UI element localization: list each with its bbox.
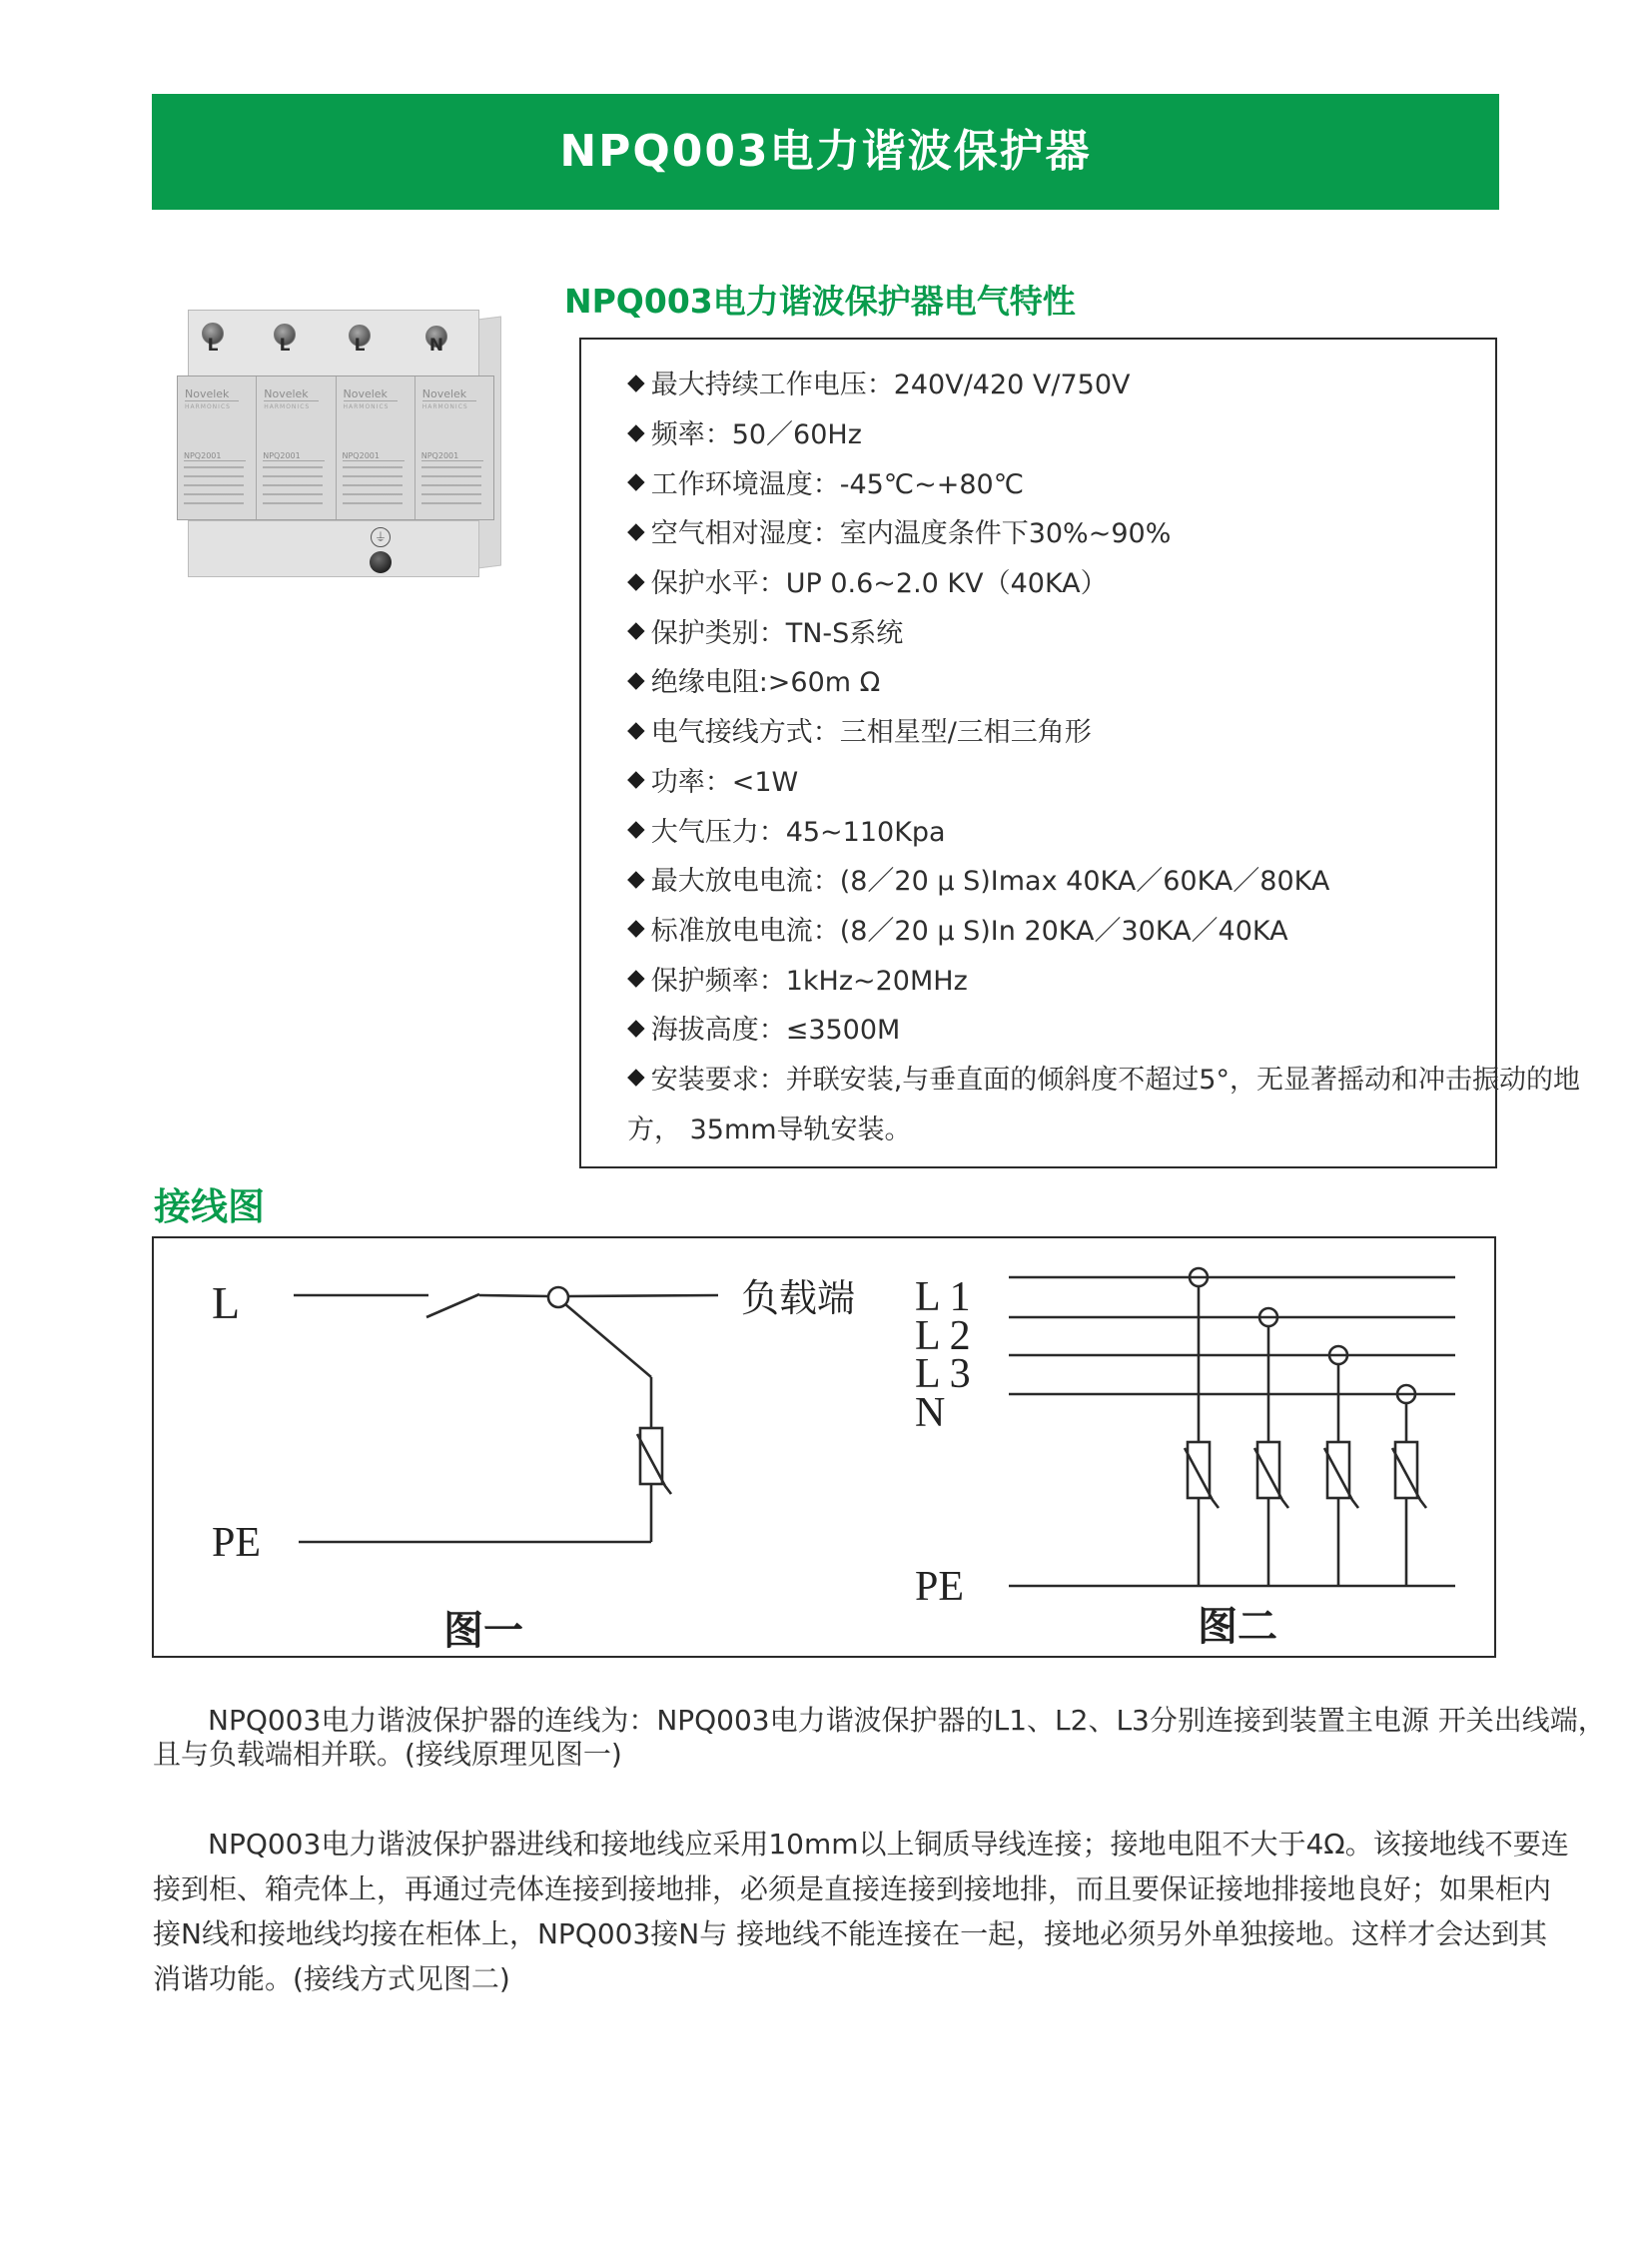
fig1-caption: 图一 bbox=[443, 1608, 523, 1653]
rating-rows bbox=[421, 463, 481, 509]
brand-text: Novelek bbox=[344, 387, 398, 401]
paragraph-line: 且与负载端相并联。(接线原理见图一) bbox=[153, 1738, 622, 1771]
fig2-caption: 图二 bbox=[1198, 1604, 1277, 1649]
spec-item-text: 最大持续工作电压：240V/420 V/750V bbox=[650, 370, 1131, 401]
fig1-line-label: L bbox=[212, 1277, 241, 1328]
diamond-bullet-icon: ◆ bbox=[627, 965, 645, 992]
protection-module bbox=[257, 376, 336, 519]
ground-screw-icon bbox=[370, 551, 392, 573]
diamond-bullet-icon: ◆ bbox=[627, 567, 645, 594]
spec-item bbox=[627, 1053, 1580, 1103]
fig1-load-label: 负载端 bbox=[741, 1278, 856, 1320]
paragraph-line: 接N线和接地线均接在柜体上，NPQ003接N与 接地线不能连接在一起，接地必须另外单独接地。这样才会达到其 bbox=[153, 1917, 1548, 1950]
terminal-label: L bbox=[207, 336, 219, 356]
diamond-bullet-icon: ◆ bbox=[627, 468, 645, 495]
spec-item bbox=[627, 904, 1467, 954]
model-text: NPQ2001 bbox=[343, 451, 405, 461]
paragraph-wiring-fig1 bbox=[153, 1704, 1606, 1772]
rating-plate bbox=[421, 451, 483, 513]
diamond-bullet-icon: ◆ bbox=[627, 716, 645, 743]
protection-module bbox=[415, 376, 493, 519]
rating-plate bbox=[263, 451, 325, 513]
rating-plate bbox=[343, 451, 405, 513]
spec-section-title: NPQ003电力谐波保护器电气特性 bbox=[564, 282, 1076, 321]
fig2-l1-label: L 1 bbox=[915, 1274, 971, 1320]
spec-item-text: 保护水平：UP 0.6~2.0 KV（40KA） bbox=[650, 568, 1108, 600]
series-text: HARMONICS bbox=[185, 403, 231, 410]
rating-rows bbox=[343, 463, 403, 509]
spec-item-text: 保护频率：1kHz~20MHz bbox=[650, 965, 968, 997]
terminal-label: L bbox=[279, 336, 291, 356]
spec-item-text: 绝缘电阻:>60m Ω bbox=[650, 667, 881, 699]
spec-item bbox=[627, 407, 1467, 457]
spec-item bbox=[627, 705, 1467, 755]
model-text: NPQ2001 bbox=[421, 451, 483, 461]
diamond-bullet-icon: ◆ bbox=[627, 517, 645, 544]
earth-ground-icon: ⏚ bbox=[371, 527, 391, 547]
terminal-label: N bbox=[428, 336, 444, 356]
spec-item bbox=[627, 953, 1467, 1003]
spec-item bbox=[627, 506, 1467, 556]
brand-text: Novelek bbox=[185, 387, 239, 401]
diamond-bullet-icon: ◆ bbox=[627, 369, 645, 395]
paragraph-line: NPQ003电力谐波保护器进线和接地线应采用10mm以上铜质导线连接；接地电阻不大于4Ω。该接地线不要连 bbox=[208, 1828, 1569, 1861]
spec-item-text: 方， 35mm导轨安装。 bbox=[627, 1114, 912, 1145]
spec-item bbox=[627, 655, 1467, 705]
wiring-section-title: 接线图 bbox=[154, 1185, 265, 1228]
rating-rows bbox=[263, 463, 323, 509]
diamond-bullet-icon: ◆ bbox=[627, 915, 645, 942]
diamond-bullet-icon: ◆ bbox=[627, 816, 645, 843]
model-text: NPQ2001 bbox=[263, 451, 325, 461]
terminal-label: L bbox=[354, 336, 366, 356]
device-bottom-band bbox=[188, 520, 479, 577]
spec-item-text: 功率：<1W bbox=[650, 766, 799, 798]
paragraph-line: 接到柜、箱壳体上，再通过壳体连接到接地排，必须是直接连接到接地排，而且要保证接地排接地良好；如果柜内 bbox=[153, 1872, 1552, 1905]
spec-item bbox=[627, 755, 1467, 805]
spec-item-text: 大气压力：45~110Kpa bbox=[650, 816, 946, 848]
spec-box bbox=[579, 338, 1580, 1168]
diamond-bullet-icon: ◆ bbox=[627, 617, 645, 644]
spec-item bbox=[627, 605, 1467, 655]
fig2-l3-label: L 3 bbox=[915, 1351, 971, 1397]
series-text: HARMONICS bbox=[264, 403, 311, 410]
diamond-bullet-icon: ◆ bbox=[627, 1064, 645, 1091]
spec-item bbox=[627, 804, 1467, 854]
series-text: HARMONICS bbox=[421, 403, 468, 410]
model-text: NPQ2001 bbox=[184, 451, 246, 461]
spec-item-text: 标准放电电流：(8／20 μ S)In 20KA／30KA／40KA bbox=[650, 915, 1288, 947]
device-front-cover bbox=[177, 375, 494, 520]
spec-item bbox=[627, 456, 1467, 506]
wiring-diagram-box bbox=[152, 1236, 1496, 1658]
fig2-pe-label: PE bbox=[915, 1564, 965, 1610]
spec-item-text: 海拔高度：≤3500M bbox=[650, 1015, 901, 1047]
spec-item-text: 空气相对湿度：室内温度条件下30%~90% bbox=[650, 518, 1172, 550]
rating-rows bbox=[184, 463, 244, 509]
paragraph-grounding bbox=[153, 1822, 1569, 2001]
title-banner bbox=[152, 94, 1499, 210]
diamond-bullet-icon: ◆ bbox=[627, 1014, 645, 1041]
spec-item-text: 电气接线方式：三相星型/三相三角形 bbox=[650, 717, 1092, 749]
brand-text: Novelek bbox=[422, 387, 476, 401]
diamond-bullet-icon: ◆ bbox=[627, 766, 645, 793]
brand-text: Novelek bbox=[264, 387, 318, 401]
wiring-diagram-svg bbox=[154, 1238, 1494, 1656]
spec-item-text: 频率：50／60Hz bbox=[650, 419, 862, 451]
paragraph-line: 消谐功能。(接线方式见图二) bbox=[153, 1962, 510, 1995]
fig2-n-label: N bbox=[915, 1390, 946, 1436]
diamond-bullet-icon: ◆ bbox=[627, 666, 645, 693]
spec-item bbox=[627, 556, 1467, 606]
spec-item-continuation bbox=[627, 1102, 1467, 1151]
protection-module bbox=[337, 376, 415, 519]
spec-item-text: 工作环境温度：-45℃~+80℃ bbox=[650, 468, 1025, 500]
page-title: NPQ003电力谐波保护器 bbox=[559, 126, 1092, 177]
spec-item-text: 保护类别：TN-S系统 bbox=[650, 617, 904, 649]
rating-plate bbox=[184, 451, 246, 513]
series-text: HARMONICS bbox=[343, 403, 390, 410]
spec-item-text: 最大放电电流：(8／20 μ S)Imax 40KA／60KA／80KA bbox=[650, 866, 1330, 898]
diamond-bullet-icon: ◆ bbox=[627, 865, 645, 892]
diamond-bullet-icon: ◆ bbox=[627, 418, 645, 445]
protection-module bbox=[178, 376, 257, 519]
spec-item bbox=[627, 358, 1467, 407]
spec-item-text: 安装要求：并联安装,与垂直面的倾斜度不超过5°，无显著摇动和冲击振动的地 bbox=[650, 1064, 1580, 1096]
fig1-pe-label: PE bbox=[212, 1520, 262, 1566]
paragraph-line: NPQ003电力谐波保护器的连线为：NPQ003电力谐波保护器的L1、L2、L3分别连接到装置主电源 开关出线端， bbox=[208, 1704, 1606, 1737]
spec-item bbox=[627, 854, 1467, 904]
product-photo bbox=[165, 288, 509, 587]
spec-item bbox=[627, 1003, 1467, 1053]
fig2-l2-label: L 2 bbox=[915, 1313, 971, 1359]
